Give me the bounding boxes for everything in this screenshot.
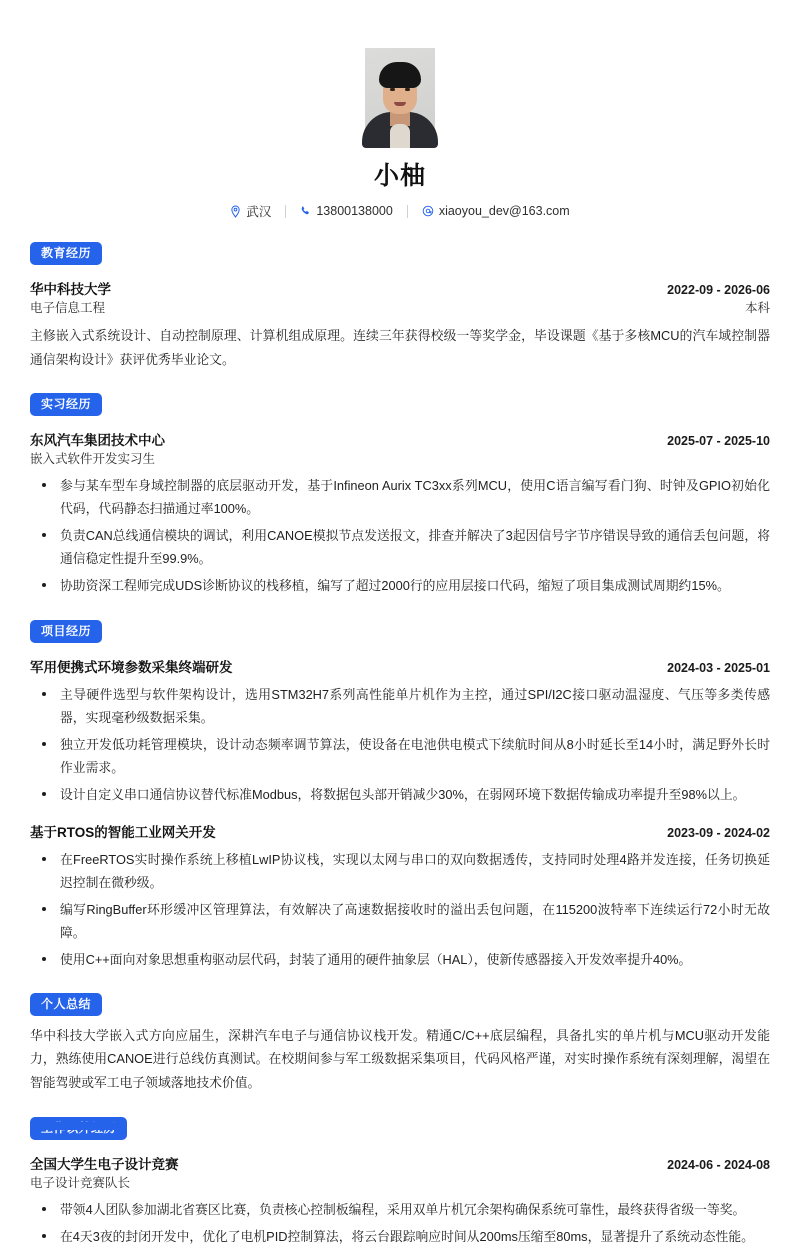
project-bullets: [30, 848, 770, 971]
avatar-shirt: [390, 124, 410, 148]
extracurricular-bullets: [30, 1198, 770, 1248]
contact-phone-text: 13800138000: [316, 204, 393, 218]
list-item: 参与某车型车身域控制器的底层驱动开发，基于Infineon Aurix TC3xx系列MCU，使用C语言编写看门狗、时钟及GPIO初始化代码，代码静态扫描通过率100%。: [30, 474, 770, 520]
section-tag-next-clipped: [30, 1122, 118, 1130]
list-item: 使用C++面向对象思想重构驱动层代码，封装了通用的硬件抽象层（HAL），使新传感器接入开发效率提升40%。: [30, 948, 770, 971]
education-description: 主修嵌入式系统设计、自动控制原理、计算机组成原理。连续三年获得校级一等奖学金，毕设课题《基于多核MCU的汽车域控制器通信架构设计》获评优秀毕业论文。: [30, 328, 770, 367]
internship-bullets: [30, 474, 770, 597]
resume-header: [30, 0, 770, 220]
avatar-eye-left: [390, 88, 395, 91]
education-degree: 本科: [744, 301, 770, 315]
avatar-eye-right: [405, 88, 410, 91]
section-internship: [30, 393, 770, 597]
location-pin-icon: [230, 205, 241, 218]
summary-description: 华中科技大学嵌入式方向应届生，深耕汽车电子与通信协议栈开发。精通C/C++底层编程，具备扎实的单片机与MCU驱动开发能力，熟练使用CANOE进行总线仿真测试。在校期间参与军工级数据采集项目，代码风格严谨，对实时操作系统有深刻理解，渴望在智能驾驶或军工电子领域落地技术价值。: [30, 1027, 770, 1091]
section-education: [30, 242, 770, 371]
contact-location: [216, 202, 285, 220]
extracurricular-role: 电子设计竞赛队长: [30, 1175, 131, 1190]
section-tag-internship: 实习经历: [30, 393, 102, 416]
contact-phone: [286, 204, 406, 218]
project-title: 军用便携式环境参数采集终端研发: [30, 659, 233, 675]
list-item: 协助资深工程师完成UDS诊断协议的栈移植，编写了超过2000行的应用层接口代码，缩短了项目集成测试周期约15%。: [30, 574, 770, 597]
section-tag-education: 教育经历: [30, 242, 102, 265]
project-bullets: [30, 683, 770, 806]
internship-role: 嵌入式软件开发实习生: [30, 452, 156, 467]
internship-company: 东风汽车集团技术中心: [30, 433, 165, 449]
section-projects: [30, 620, 770, 971]
avatar-hair: [379, 62, 421, 88]
email-at-icon: [422, 205, 434, 217]
section-extracurricular: [30, 1117, 770, 1248]
project-date: 2023-09 - 2024-02: [667, 825, 770, 840]
internship-date: 2025-07 - 2025-10: [667, 434, 770, 449]
project-date: 2024-03 - 2025-01: [667, 660, 770, 675]
phone-icon: [300, 205, 311, 217]
education-school: 华中科技大学: [30, 282, 111, 297]
list-item: 在4天3夜的封闭开发中，优化了电机PID控制算法，将云台跟踪响应时间从200ms压缩至80ms，显著提升了系统动态性能。: [30, 1225, 770, 1248]
list-item: 独立开发低功耗管理模块，设计动态频率调节算法，使设备在电池供电模式下续航时间从8小时延长至14小时，满足野外长时作业需求。: [30, 733, 770, 779]
project-entry: [30, 821, 770, 971]
project-entry-header: [30, 821, 770, 841]
extracurricular-title: 全国大学生电子设计竞赛: [30, 1156, 179, 1172]
candidate-name: 小柚: [373, 162, 426, 190]
list-item: 设计自定义串口通信协议替代标准Modbus，将数据包头部开销减少30%，在弱网环境下数据传输成功率提升至98%以上。: [30, 783, 770, 806]
internship-entry-header: [30, 429, 770, 449]
list-item: 主导硬件选型与软件架构设计，选用STM32H7系列高性能单片机作为主控，通过SPI/I2C接口驱动温湿度、气压等多类传感器，实现毫秒级数据采集。: [30, 683, 770, 729]
education-entry: [30, 278, 770, 371]
education-date: 2022-09 - 2026-06: [667, 283, 770, 297]
list-item: 负责CAN总线通信模块的调试，利用CANOE模拟节点发送报文，排查并解决了3起因信号字节序错误导致的通信丢包问题，将通信稳定性提升至99.9%。: [30, 524, 770, 570]
list-item: 编写RingBuffer环形缓冲区管理算法，有效解决了高速数据接收时的溢出丢包问题，在115200波特率下连续运行72小时无故障。: [30, 898, 770, 944]
contact-email: [408, 204, 584, 218]
education-major: 电子信息工程: [30, 301, 106, 315]
section-tag-projects: 项目经历: [30, 620, 102, 643]
section-summary: [30, 993, 770, 1095]
extracurricular-date: 2024-06 - 2024-08: [667, 1157, 770, 1172]
extracurricular-entry-header: [30, 1153, 770, 1173]
education-entry-subheader: [30, 298, 770, 316]
contact-row: [216, 202, 583, 220]
list-item: 在FreeRTOS实时操作系统上移植LwIP协议栈，实现以太网与串口的双向数据透传，支持同时处理4路并发连接，任务切换延迟控制在微秒级。: [30, 848, 770, 894]
project-entry: [30, 656, 770, 806]
avatar: [365, 48, 435, 142]
extracurricular-entry: [30, 1153, 770, 1248]
education-entry-header: [30, 278, 770, 298]
project-entry-header: [30, 656, 770, 676]
contact-email-text: xiaoyou_dev@163.com: [438, 204, 570, 218]
section-tag-summary: 个人总结: [30, 993, 102, 1016]
contact-location-text: 武汉: [246, 205, 272, 219]
list-item: 带领4人团队参加湖北省赛区比赛，负责核心控制板编程，采用双单片机冗余架构确保系统可靠性，最终获得省级一等奖。: [30, 1198, 770, 1221]
internship-entry: [30, 429, 770, 597]
project-title: 基于RTOS的智能工业网关开发: [30, 824, 216, 840]
